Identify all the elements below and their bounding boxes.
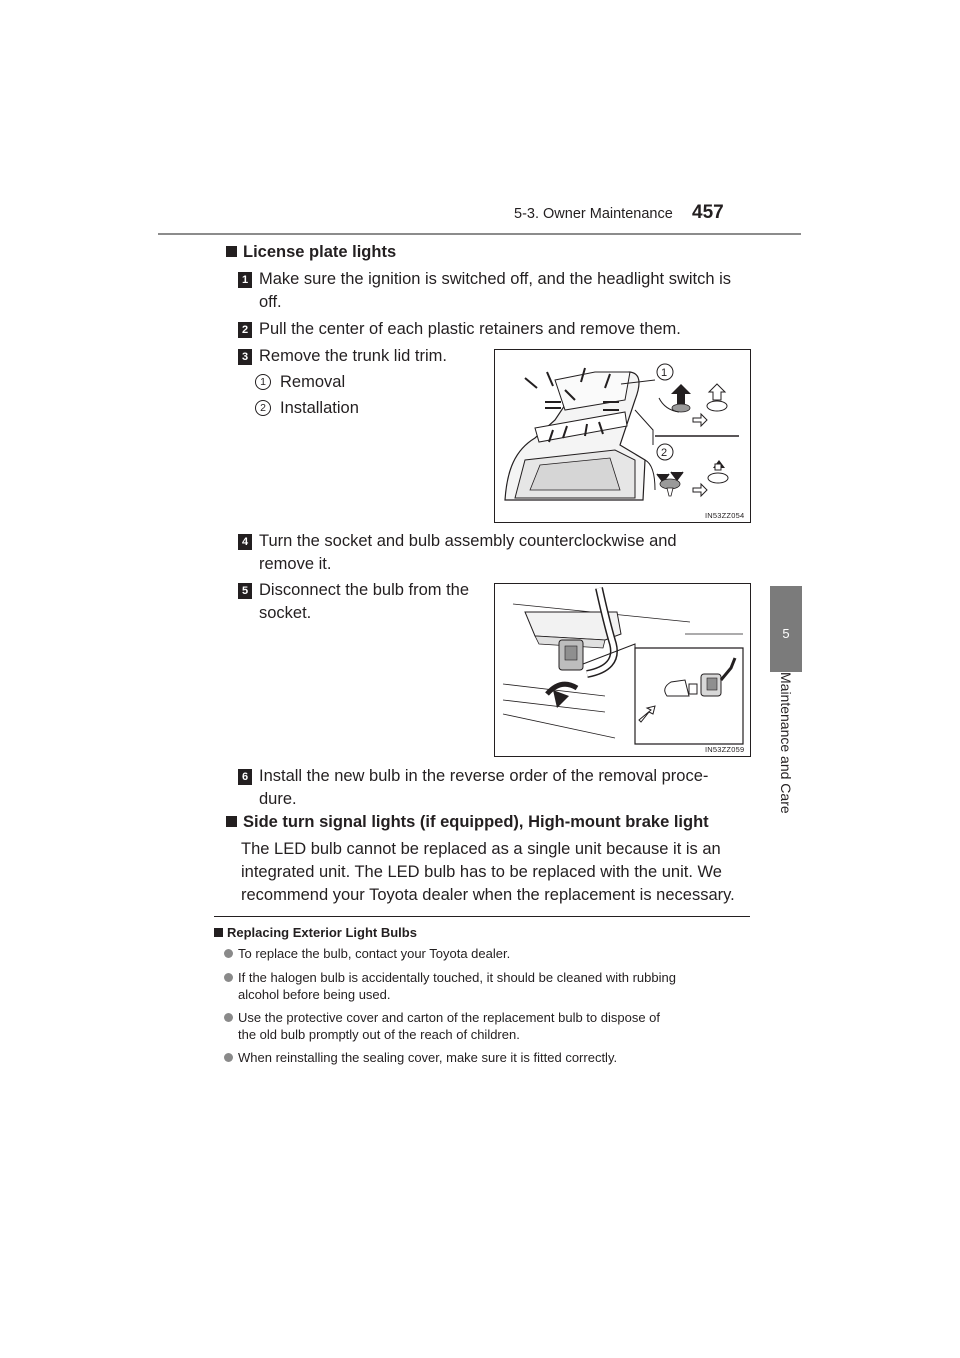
note-text: Use the protective cover and carton of the replacement bulb to dispose of xyxy=(238,1010,661,1025)
note-text: When reinstalling the sealing cover, make sure it is fitted correctly. xyxy=(238,1050,618,1065)
substep-text: Installation xyxy=(280,399,359,417)
step-number: 3 xyxy=(238,349,252,365)
step-text-cont: off. xyxy=(259,293,282,311)
chapter-number: 5 xyxy=(782,626,790,641)
step-text: Pull the center of each plastic retainers and remove them. xyxy=(259,320,681,338)
callout-1: 1 xyxy=(661,367,668,379)
chapter-title: Maintenance and Care xyxy=(778,672,794,814)
side-turn-text: The LED bulb cannot be replaced as a single unit because it is an xyxy=(241,840,721,858)
step-number: 4 xyxy=(238,534,252,550)
figure-code: IN53ZZ054 xyxy=(705,511,745,520)
step-text: Make sure the ignition is switched off, and the headlight switch is xyxy=(259,270,732,288)
substep-text: Removal xyxy=(280,373,346,391)
side-turn-heading xyxy=(226,813,709,832)
step-number: 5 xyxy=(238,583,252,599)
note-text-cont: the old bulb promptly out of the reach of children. xyxy=(238,1027,520,1042)
notes-heading xyxy=(214,925,417,940)
notes-heading-text: Replacing Exterior Light Bulbs xyxy=(227,925,417,940)
note-text: To replace the bulb, contact your Toyota dealer. xyxy=(238,946,511,961)
bullet-icon xyxy=(224,949,233,958)
substep-number: 1 xyxy=(255,374,271,390)
step-text-cont: remove it. xyxy=(259,555,332,573)
note-text: If the halogen bulb is accidentally touched, it should be cleaned with rubbing xyxy=(238,970,676,985)
step-text-cont: dure. xyxy=(259,790,297,808)
substep-number: 2 xyxy=(255,400,271,416)
step-text: Turn the socket and bulb assembly counterclockwise and xyxy=(259,532,677,550)
bullet-icon xyxy=(224,1013,233,1022)
square-bullet-icon xyxy=(226,816,237,827)
step-number: 6 xyxy=(238,769,252,785)
page-number: 457 xyxy=(692,202,724,223)
step-number: 1 xyxy=(238,272,252,288)
square-bullet-icon xyxy=(226,246,237,257)
square-bullet-icon xyxy=(214,928,223,937)
figure-code: IN53ZZ059 xyxy=(705,745,745,754)
heading-text: Side turn signal lights (if equipped), High-mount brake light xyxy=(243,813,709,831)
step-text: Install the new bulb in the reverse order of the removal proce- xyxy=(259,767,709,785)
step-text: Disconnect the bulb from the xyxy=(259,581,470,599)
side-turn-text: integrated unit. The LED bulb has to be replaced with the unit. We xyxy=(241,863,722,881)
step-text-cont: socket. xyxy=(259,604,312,622)
notes-rule xyxy=(214,916,750,917)
bulb-socket-illustration xyxy=(495,584,750,756)
side-turn-text: recommend your Toyota dealer when the replacement is necessary. xyxy=(241,886,735,904)
trunk-lid-illustration xyxy=(495,350,750,522)
heading-text: License plate lights xyxy=(243,243,397,261)
step-text: Remove the trunk lid trim. xyxy=(259,347,447,365)
chapter-title-tab xyxy=(770,672,802,862)
chapter-tab xyxy=(770,586,802,672)
header-rule xyxy=(158,233,801,235)
bulb-socket-figure xyxy=(494,583,751,757)
bullet-icon xyxy=(224,1053,233,1062)
bullet-icon xyxy=(224,973,233,982)
step-number: 2 xyxy=(238,322,252,338)
note-text-cont: alcohol before being used. xyxy=(238,987,391,1002)
section-title: 5-3. Owner Maintenance xyxy=(514,206,673,222)
trunk-lid-figure xyxy=(494,349,751,523)
callout-2: 2 xyxy=(661,447,668,459)
license-plate-heading xyxy=(226,243,396,262)
